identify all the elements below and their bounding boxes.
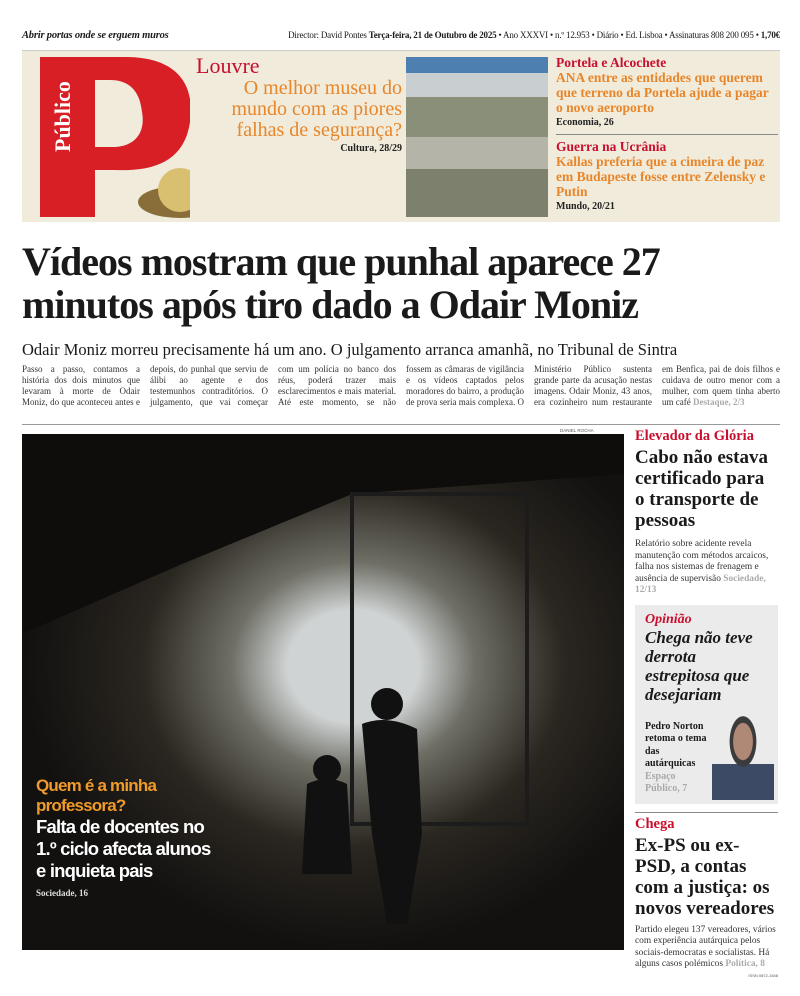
date: Terça-feira, 21 de Outubro de 2025	[368, 30, 497, 40]
aerial-photo-airport	[406, 57, 548, 217]
teaser-column	[556, 55, 778, 213]
price: 1,70€	[760, 30, 780, 40]
lead-body	[22, 364, 780, 408]
opinion-body	[645, 721, 709, 800]
story-body	[635, 539, 778, 597]
teaser-kicker: Louvre	[196, 53, 260, 78]
story-headline: Ex-PS ou ex-PSD, a contas com a justiça: os novos vereadores	[635, 834, 775, 919]
director: Director: David Pontes	[288, 30, 367, 40]
right-column	[635, 428, 778, 979]
issue-info: • Ano XXXVI • n.º 12.953 • Diário • Ed. Lisboa • Assinaturas 808 200 095 •	[498, 30, 759, 40]
teaser-headline: O melhor museu do mundo com as piores falhas de segurança?	[231, 77, 402, 141]
lead-body-text: Passo a passo, contamos a história dos dois minutos que levaram à morte de Odair Moniz, do que aconteceu antes e depois, do punhal que serviu de álibi ao agente e dos testemunhos contraditórios. O julgamento, que vai começar com um polícia no banco dos réus, poderá trazer mais esclarecimentos e mais material. Até este momento, se não fossem as câmaras de vigilância e os vídeos captados pelos moradores do bairro, a produção de prova seria mais complexa. O Ministério Público sustenta grande parte da acusação nestas imagens. Odair Moniz, 43 anos, era cozinheiro num restaurante em Benfica, pai de dois filhos e cuidava de outro menor com a mulher, com quem tinha aberto um café	[22, 364, 780, 407]
lead-subhead: Odair Moniz morreu precisamente há um ano. O julgamento arranca amanhã, no Tribunal de Sintra	[22, 340, 678, 359]
opinion-headline: Chega não teve derrota estrepitosa que desejariam	[645, 627, 753, 704]
photo-headline: Falta de docentes no 1.º ciclo afecta alunos e inquieta pais	[36, 816, 211, 881]
teaser-headline: ANA entre as entidades que querem que terreno da Portela ajude a pagar o novo aeroporto	[556, 70, 769, 115]
photo-section: Sociedade, 16	[36, 888, 89, 898]
teaser-ucrania[interactable]	[556, 139, 778, 213]
opinion-body-text: Pedro Norton retoma o tema das autárquicas	[645, 720, 707, 769]
opinion-byline-row	[645, 710, 774, 800]
teaser-portela[interactable]	[556, 55, 778, 129]
slogan: Abrir portas onde se erguem muros	[22, 30, 169, 41]
author-photo	[712, 710, 774, 800]
opinion-ref: Espaço Público, 7	[645, 770, 688, 794]
divider	[556, 134, 778, 135]
story-elevador[interactable]	[635, 428, 778, 597]
story-body-text: Relatório sobre acidente revela manutenção com métodos arcaicos, falha nos sistemas de frenagem e ausência de supervisão	[635, 539, 769, 584]
story-headline: Cabo não estava certificado para o transporte de pessoas	[635, 447, 769, 531]
teaser-section: Economia, 26	[556, 117, 614, 128]
divider	[635, 812, 778, 813]
masthead-line	[22, 30, 780, 41]
publico-logo[interactable]	[30, 52, 190, 222]
opinion-kicker: Opinião	[645, 611, 692, 627]
teaser-kicker: Guerra na Ucrânia	[556, 139, 667, 154]
story-body	[635, 925, 778, 971]
edition-info	[288, 30, 780, 40]
svg-text:Público: Público	[50, 81, 75, 152]
photo-kicker: Quem é a minha professora?	[36, 776, 157, 815]
story-ref: Política, 8	[725, 959, 765, 969]
photo-credit: DANIEL ROCHA	[560, 428, 594, 433]
teaser-kicker: Portela e Alcochete	[556, 55, 667, 70]
teaser-headline: Kallas preferia que a cimeira de paz em Budapeste fosse entre Zelensky e Putin	[556, 154, 766, 199]
lead-headline[interactable]: Vídeos mostram que punhal aparece 27 minutos após tiro dado a Odair Moniz	[22, 239, 660, 327]
story-kicker: Chega	[635, 815, 675, 832]
issn: ISSN 0872-1548	[748, 972, 778, 978]
story-ref: Sociedade, 12/13	[635, 573, 766, 595]
story-body-text: Partido elegeu 137 vereadores, vários com experiência autárquica pelos sociais-democratas e socialistas. Há alguns casos polémicos	[635, 924, 776, 969]
photo-story[interactable]	[36, 776, 214, 898]
teaser-louvre[interactable]	[196, 54, 402, 154]
teaser-section: Cultura, 28/29	[340, 143, 402, 154]
story-kicker: Elevador da Glória	[635, 428, 754, 444]
opinion-box[interactable]	[635, 605, 778, 804]
story-chega[interactable]	[635, 816, 778, 971]
divider	[22, 424, 780, 425]
teaser-section: Mundo, 20/21	[556, 201, 615, 212]
lead-ref[interactable]: Destaque, 2/3	[692, 397, 745, 407]
